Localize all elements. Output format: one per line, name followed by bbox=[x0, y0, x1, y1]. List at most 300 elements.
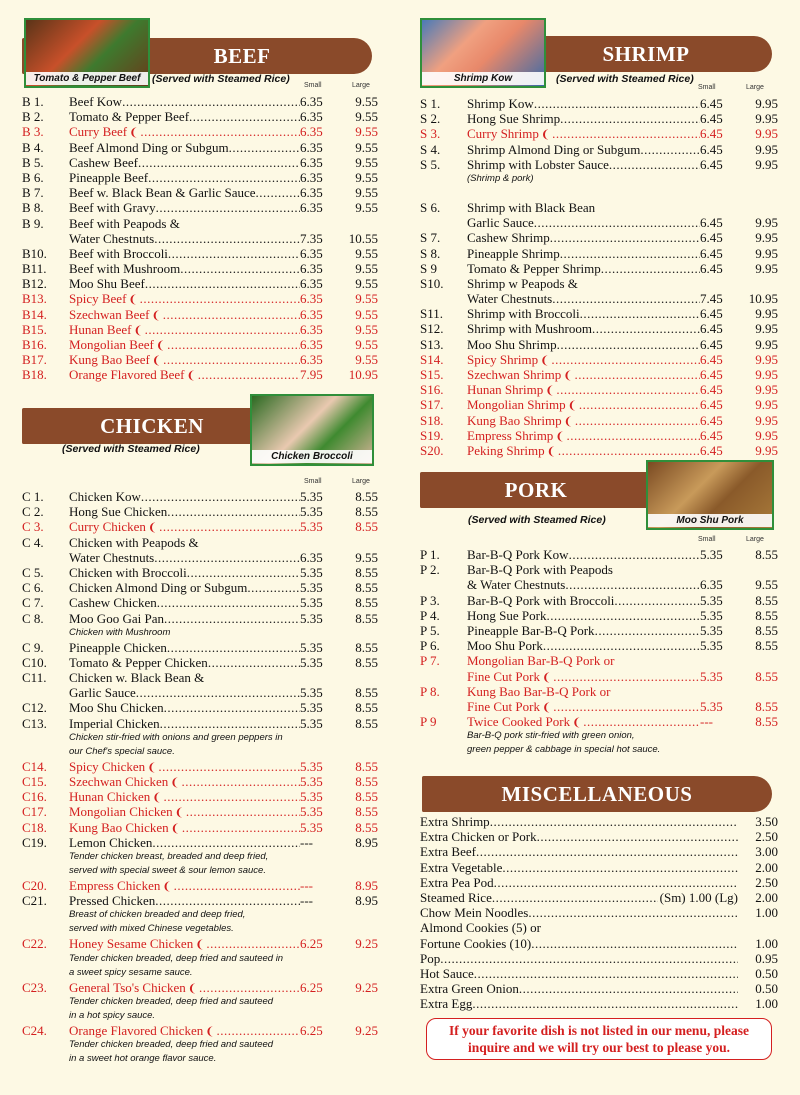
item-large-price: 8.55 bbox=[355, 595, 378, 611]
item-name-text: Pineapple Bar-B-Q Pork bbox=[467, 622, 595, 638]
item-name bbox=[69, 685, 300, 700]
item-name-text: Curry Shrimp bbox=[467, 126, 539, 142]
menu-item bbox=[22, 626, 378, 640]
item-name-text: Twice Cooked Pork bbox=[467, 714, 571, 730]
item-name bbox=[467, 200, 700, 215]
dot-leader bbox=[164, 700, 300, 715]
item-name bbox=[69, 893, 300, 908]
item-large-price: 9.95 bbox=[755, 245, 778, 261]
item-code: C17. bbox=[22, 804, 47, 820]
item-small-price: 6.45 bbox=[700, 260, 723, 276]
item-large-price: 8.55 bbox=[355, 564, 378, 580]
chili-pepper-icon: ❨ bbox=[563, 415, 573, 428]
dot-leader bbox=[217, 1023, 300, 1038]
item-name-text: & Water Chestnuts bbox=[467, 577, 566, 593]
item-small-price: --- bbox=[300, 834, 313, 850]
item-name-text: Beef w. Black Bean & Garlic Sauce bbox=[69, 185, 256, 201]
item-name bbox=[467, 593, 700, 608]
item-code: C 6. bbox=[22, 580, 44, 596]
dot-leader bbox=[140, 124, 300, 139]
item-large-price: 8.55 bbox=[355, 804, 378, 820]
item-name-text: Beef with Gravy bbox=[69, 200, 156, 216]
item-small-price: 7.95 bbox=[300, 367, 323, 383]
item-large-price: 9.55 bbox=[355, 276, 378, 292]
menu-item bbox=[22, 893, 378, 908]
item-name-text: Kung Bao Bar-B-Q Pork or bbox=[467, 683, 611, 699]
chili-pepper-icon: ❨ bbox=[540, 129, 551, 142]
dot-leader bbox=[138, 155, 300, 170]
item-name-text: Curry Chicken bbox=[69, 519, 146, 535]
item-small-price: 6.25 bbox=[300, 1022, 323, 1038]
chili-pepper-icon: ❨ bbox=[546, 445, 556, 458]
beef-photo-caption: Tomato & Pepper Beef bbox=[26, 72, 148, 85]
menu-item bbox=[420, 443, 778, 458]
menu-item bbox=[420, 246, 778, 261]
misc-item-name-text: Steamed Rice bbox=[420, 889, 492, 905]
item-name-text: Chicken Almond Ding or Subgum bbox=[69, 580, 248, 596]
item-large-price: 9.95 bbox=[755, 412, 778, 428]
dot-leader bbox=[494, 875, 738, 890]
item-small-price: 6.35 bbox=[300, 185, 323, 201]
dot-leader bbox=[198, 367, 300, 382]
item-name-text: Tomato & Pepper Beef bbox=[69, 109, 190, 125]
chili-pepper-icon: ❨ bbox=[567, 400, 577, 413]
misc-item bbox=[420, 981, 778, 996]
dot-leader bbox=[163, 352, 300, 367]
misc-banner: MISCELLANEOUS bbox=[422, 776, 772, 812]
menu-item bbox=[22, 864, 378, 878]
dot-leader bbox=[492, 890, 658, 905]
misc-item bbox=[420, 890, 778, 905]
item-code: P 3. bbox=[420, 592, 440, 608]
item-name-text: Beef with Broccoli bbox=[69, 245, 168, 261]
misc-item-name-text: Pop bbox=[420, 950, 441, 966]
item-large-price: 9.55 bbox=[355, 185, 378, 201]
item-name bbox=[69, 550, 300, 565]
chili-pepper-icon: ❨ bbox=[541, 671, 552, 684]
menu-item bbox=[22, 835, 378, 850]
item-name-text: Szechwan Beef bbox=[69, 306, 150, 322]
item-small-price: 5.35 bbox=[300, 819, 323, 835]
item-name bbox=[69, 670, 300, 685]
dot-leader bbox=[174, 878, 300, 893]
item-large-price: 8.55 bbox=[355, 489, 378, 504]
item-small-price: 6.45 bbox=[700, 245, 723, 261]
dot-leader bbox=[256, 185, 300, 200]
item-code: S10. bbox=[420, 275, 444, 291]
item-small-price: 7.45 bbox=[700, 291, 723, 307]
menu-item bbox=[420, 547, 778, 562]
item-large-price: 9.55 bbox=[355, 169, 378, 185]
item-code: S 2. bbox=[420, 111, 441, 127]
item-code: S 3. bbox=[420, 126, 441, 142]
item-code: S13. bbox=[420, 336, 444, 352]
menu-item bbox=[420, 321, 778, 336]
item-large-price: 9.95 bbox=[755, 260, 778, 276]
dot-leader bbox=[159, 519, 300, 534]
misc-item-name bbox=[420, 920, 738, 935]
item-small-price: 6.45 bbox=[700, 427, 723, 443]
item-name-text: Chicken stir-fried with onions and green peppers in bbox=[69, 731, 283, 743]
item-code: B 1. bbox=[22, 94, 44, 109]
item-large-price: 9.95 bbox=[755, 427, 778, 443]
misc-item bbox=[420, 814, 778, 829]
chili-pepper-icon: ❨ bbox=[563, 370, 573, 382]
item-large-price: 8.55 bbox=[355, 789, 378, 805]
item-large-price: 8.55 bbox=[755, 698, 778, 714]
item-large-price: 9.95 bbox=[755, 442, 778, 458]
misc-item-name-text: Extra Pea Pod bbox=[420, 874, 494, 890]
item-large-price: 9.25 bbox=[355, 936, 378, 952]
item-code: S14. bbox=[420, 351, 444, 367]
menu-item bbox=[22, 337, 378, 352]
item-name-text: Tomato & Pepper Chicken bbox=[69, 654, 208, 670]
item-name bbox=[69, 276, 300, 291]
menu-item bbox=[420, 623, 778, 638]
dot-leader bbox=[519, 981, 738, 996]
menu-item bbox=[22, 155, 378, 170]
item-name-text: Moo Goo Gai Pan bbox=[69, 610, 164, 626]
chili-pepper-icon: ❨ bbox=[162, 880, 172, 893]
item-name-text: Chicken Kow bbox=[69, 489, 141, 504]
item-small-price: 6.25 bbox=[300, 979, 323, 995]
item-small-price: 5.35 bbox=[300, 639, 323, 655]
item-large-price: 9.95 bbox=[755, 230, 778, 246]
item-large-price: 9.55 bbox=[355, 200, 378, 216]
dot-leader bbox=[140, 291, 300, 306]
misc-item-name bbox=[420, 996, 738, 1011]
item-small-price: 5.35 bbox=[300, 504, 323, 520]
beef-list bbox=[22, 94, 378, 383]
dot-leader bbox=[609, 157, 700, 172]
item-code: C24. bbox=[22, 1022, 47, 1038]
item-small-price: 6.35 bbox=[300, 261, 323, 277]
item-name-text: Imperial Chicken bbox=[69, 715, 160, 731]
dot-leader bbox=[163, 307, 300, 322]
menu-item bbox=[22, 1052, 378, 1066]
item-name bbox=[69, 595, 300, 610]
item-name bbox=[69, 655, 300, 670]
item-large-price: 8.55 bbox=[755, 622, 778, 638]
pork-large-label: Large bbox=[746, 536, 764, 543]
item-small-price: 5.35 bbox=[700, 622, 723, 638]
menu-item bbox=[22, 352, 378, 367]
item-small-price: 6.45 bbox=[700, 230, 723, 246]
item-name bbox=[69, 716, 300, 731]
item-large-price: 9.95 bbox=[755, 96, 778, 111]
dot-leader bbox=[167, 640, 300, 655]
item-code: C 1. bbox=[22, 489, 44, 504]
item-small-price: 6.45 bbox=[700, 215, 723, 231]
menu-item bbox=[22, 952, 378, 966]
item-large-price: 8.55 bbox=[355, 654, 378, 670]
item-name-text: Shrimp with Black Bean bbox=[467, 199, 596, 215]
menu-item bbox=[420, 126, 778, 141]
item-code: C20. bbox=[22, 877, 47, 893]
item-name-text: Kung Bao Shrimp bbox=[467, 412, 562, 428]
misc-item bbox=[420, 996, 778, 1011]
item-name bbox=[467, 608, 700, 623]
item-small-price: 6.45 bbox=[700, 126, 723, 142]
item-name bbox=[69, 185, 300, 200]
item-large-price: 10.55 bbox=[348, 230, 378, 246]
item-name bbox=[69, 626, 300, 640]
item-name-text: Kung Bao Beef bbox=[69, 352, 150, 368]
dot-leader bbox=[158, 759, 300, 774]
item-large-price: 9.25 bbox=[355, 979, 378, 995]
dot-leader bbox=[551, 352, 700, 367]
dot-leader bbox=[528, 905, 738, 920]
item-large-price: 9.55 bbox=[355, 352, 378, 368]
item-name bbox=[467, 743, 700, 757]
menu-item bbox=[420, 382, 778, 397]
dot-leader bbox=[472, 996, 738, 1011]
item-name bbox=[467, 261, 700, 276]
misc-item-name bbox=[420, 890, 738, 905]
item-code: S 6. bbox=[420, 199, 441, 215]
misc-item-name bbox=[420, 905, 738, 920]
menu-item bbox=[22, 980, 378, 995]
item-name bbox=[69, 535, 300, 550]
menu-item bbox=[22, 804, 378, 819]
item-code: C12. bbox=[22, 700, 47, 716]
menu-item bbox=[420, 593, 778, 608]
misc-item-name-text: Fortune Cookies (10) bbox=[420, 935, 532, 951]
item-code: C11. bbox=[22, 670, 47, 686]
dot-leader bbox=[592, 321, 700, 336]
dot-leader bbox=[189, 109, 300, 124]
misc-item-name-text: Extra Chicken or Pork bbox=[420, 829, 537, 845]
menu-item bbox=[420, 261, 778, 276]
menu-item bbox=[22, 367, 378, 382]
menu-item bbox=[22, 995, 378, 1009]
menu-item bbox=[22, 519, 378, 534]
item-name-text: Water Chestnuts bbox=[467, 291, 553, 307]
menu-item bbox=[420, 215, 778, 230]
item-name-text: Tender chicken breast, breaded and deep fried, bbox=[69, 850, 269, 862]
item-name-text: a sweet spicy sesame sauce. bbox=[69, 966, 193, 978]
menu-item bbox=[420, 743, 778, 757]
item-small-price: 6.45 bbox=[700, 336, 723, 352]
chili-pepper-icon: ❨ bbox=[174, 807, 184, 820]
menu-item bbox=[22, 322, 378, 337]
item-small-price: 5.35 bbox=[700, 547, 723, 562]
item-name-text: served with special sweet & sour lemon sauce. bbox=[69, 864, 266, 876]
beef-served-note: (Served with Steamed Rice) bbox=[152, 73, 290, 85]
misc-item bbox=[420, 920, 778, 935]
dot-leader bbox=[565, 577, 700, 592]
item-name-text: Szechwan Chicken bbox=[69, 774, 169, 789]
item-small-price: 5.35 bbox=[700, 592, 723, 608]
item-name bbox=[69, 140, 300, 155]
item-code: C 4. bbox=[22, 534, 44, 550]
item-large-price: 9.25 bbox=[355, 1022, 378, 1038]
item-name bbox=[69, 966, 300, 980]
item-large-price: 8.55 bbox=[355, 639, 378, 655]
item-large-price: 9.55 bbox=[355, 306, 378, 322]
dot-leader bbox=[157, 595, 300, 610]
item-name bbox=[69, 850, 300, 864]
menu-item bbox=[22, 307, 378, 322]
item-name bbox=[467, 337, 700, 352]
chili-pepper-icon: ❨ bbox=[545, 385, 555, 398]
item-large-price: 8.55 bbox=[355, 700, 378, 716]
menu-item bbox=[420, 428, 778, 443]
menu-item bbox=[420, 562, 778, 577]
menu-item bbox=[22, 1038, 378, 1052]
misc-item bbox=[420, 936, 778, 951]
chili-pepper-icon: ❨ bbox=[152, 792, 162, 805]
menu-item bbox=[22, 966, 378, 980]
item-code: S 8. bbox=[420, 245, 441, 261]
item-name-text: Cashew Chicken bbox=[69, 595, 157, 611]
item-code: S20. bbox=[420, 442, 444, 458]
menu-item bbox=[420, 367, 778, 382]
item-code: P 2. bbox=[420, 562, 440, 578]
dot-leader bbox=[569, 547, 700, 562]
item-name-text: Hong Sue Chicken bbox=[69, 504, 168, 520]
item-name-text: our Chef's special sauce. bbox=[69, 745, 175, 757]
item-name-text: Tender chicken breaded, deep fried and sauteed in bbox=[69, 952, 284, 964]
item-name-text: Tender chicken breaded, deep fried and sauteed bbox=[69, 995, 274, 1007]
menu-item bbox=[420, 729, 778, 743]
item-large-price: 9.55 bbox=[355, 124, 378, 140]
item-name-text: General Tso's Chicken bbox=[69, 979, 186, 995]
item-name-text: Beef Kow bbox=[69, 94, 123, 109]
item-name-text: Fine Cut Pork bbox=[467, 668, 540, 684]
dot-leader bbox=[164, 611, 300, 626]
item-name bbox=[467, 172, 700, 186]
menu-item bbox=[420, 142, 778, 157]
misc-item-price: 2.00 bbox=[755, 889, 778, 905]
misc-item-name bbox=[420, 936, 738, 951]
menu-item bbox=[22, 246, 378, 261]
item-name bbox=[69, 580, 300, 595]
chili-pepper-icon: ❨ bbox=[187, 982, 197, 995]
pork-served-note: (Served with Steamed Rice) bbox=[468, 514, 606, 526]
item-small-price: 5.35 bbox=[300, 715, 323, 731]
menu-item bbox=[22, 759, 378, 774]
item-large-price: 9.55 bbox=[355, 154, 378, 170]
item-code: C 5. bbox=[22, 564, 44, 580]
item-small-price: 6.45 bbox=[700, 442, 723, 458]
item-large-price: 9.55 bbox=[755, 577, 778, 593]
item-name-text: Szechwan Shrimp bbox=[467, 367, 562, 382]
item-small-price: 6.35 bbox=[300, 245, 323, 261]
item-name-text: Kung Bao Chicken bbox=[69, 819, 169, 835]
item-name-text: Beef with Mushroom bbox=[69, 261, 181, 277]
menu-item bbox=[22, 489, 378, 504]
item-small-price: 6.45 bbox=[700, 96, 723, 111]
dot-leader bbox=[560, 111, 700, 126]
misc-item-price: 0.50 bbox=[755, 981, 778, 997]
dot-leader bbox=[640, 142, 700, 157]
shrimp-photo bbox=[420, 18, 546, 88]
menu-item bbox=[22, 550, 378, 565]
dot-leader bbox=[187, 565, 300, 580]
misc-item-price: 1.00 bbox=[755, 935, 778, 951]
item-name bbox=[467, 547, 700, 562]
item-name bbox=[69, 1052, 300, 1066]
chili-pepper-icon: ❨ bbox=[129, 127, 139, 140]
menu-item bbox=[22, 936, 378, 951]
dot-leader bbox=[595, 623, 700, 638]
dot-leader bbox=[182, 774, 301, 789]
misc-item-name-text: Chow Mein Noodles bbox=[420, 905, 529, 921]
item-code: B15. bbox=[22, 321, 47, 337]
item-name-text: Chicken with Mushroom bbox=[69, 626, 171, 638]
item-code: S 9 bbox=[420, 260, 437, 276]
item-name-text: Chicken with Broccoli bbox=[69, 564, 187, 580]
item-large-price: 8.55 bbox=[755, 638, 778, 654]
item-large-price: 8.95 bbox=[355, 893, 378, 909]
item-name-text: Shrimp with Lobster Sauce bbox=[467, 156, 609, 172]
item-name bbox=[69, 611, 300, 626]
menu-item bbox=[420, 669, 778, 684]
menu-item bbox=[22, 170, 378, 185]
item-code: B 8. bbox=[22, 200, 44, 216]
beef-large-label: Large bbox=[352, 82, 370, 89]
chicken-served-note: (Served with Steamed Rice) bbox=[62, 443, 200, 455]
item-name-text: Beef Almond Ding or Subgum bbox=[69, 139, 229, 155]
item-small-price: 6.35 bbox=[300, 276, 323, 292]
item-small-price: 6.35 bbox=[300, 124, 323, 140]
item-name bbox=[467, 653, 700, 668]
item-small-price: 5.35 bbox=[300, 564, 323, 580]
item-small-price: 5.35 bbox=[300, 580, 323, 596]
chicken-photo-caption: Chicken Broccoli bbox=[252, 450, 372, 463]
dot-leader bbox=[580, 306, 700, 321]
item-small-price: 6.35 bbox=[300, 321, 323, 337]
item-large-price: 8.95 bbox=[355, 834, 378, 850]
menu-item bbox=[420, 608, 778, 623]
menu-item bbox=[420, 397, 778, 412]
item-small-price: 6.45 bbox=[700, 306, 723, 322]
item-code: C10. bbox=[22, 654, 47, 670]
item-small-price: 5.35 bbox=[700, 607, 723, 623]
item-name bbox=[69, 908, 300, 922]
menu-item bbox=[22, 774, 378, 789]
beef-banner: BEEF bbox=[22, 38, 372, 74]
dot-leader bbox=[476, 844, 738, 859]
item-large-price: 8.55 bbox=[755, 668, 778, 684]
dot-leader bbox=[575, 413, 700, 428]
misc-item-name bbox=[420, 951, 738, 966]
dot-leader bbox=[156, 200, 300, 215]
menu-item bbox=[420, 276, 778, 291]
misc-item-name bbox=[420, 844, 738, 859]
item-name-text: Orange Flavored Beef bbox=[69, 367, 185, 383]
item-large-price: 9.95 bbox=[755, 156, 778, 172]
pork-small-label: Small bbox=[698, 536, 716, 543]
item-code: B13. bbox=[22, 291, 47, 307]
item-large-price: 9.55 bbox=[355, 291, 378, 307]
item-name-text: Hunan Shrimp bbox=[467, 382, 544, 398]
item-name bbox=[69, 731, 300, 745]
item-name bbox=[69, 700, 300, 715]
menu-item bbox=[22, 595, 378, 610]
menu-item bbox=[420, 337, 778, 352]
misc-item bbox=[420, 905, 778, 920]
item-small-price: 6.35 bbox=[300, 154, 323, 170]
item-name-text: Garlic Sauce bbox=[467, 215, 534, 231]
item-name-text: Moo Shu Shrimp bbox=[467, 336, 557, 352]
menu-item bbox=[22, 789, 378, 804]
item-name bbox=[467, 215, 700, 230]
dot-leader bbox=[556, 382, 700, 397]
menu-item bbox=[420, 352, 778, 367]
shrimp-large-label: Large bbox=[746, 84, 764, 91]
